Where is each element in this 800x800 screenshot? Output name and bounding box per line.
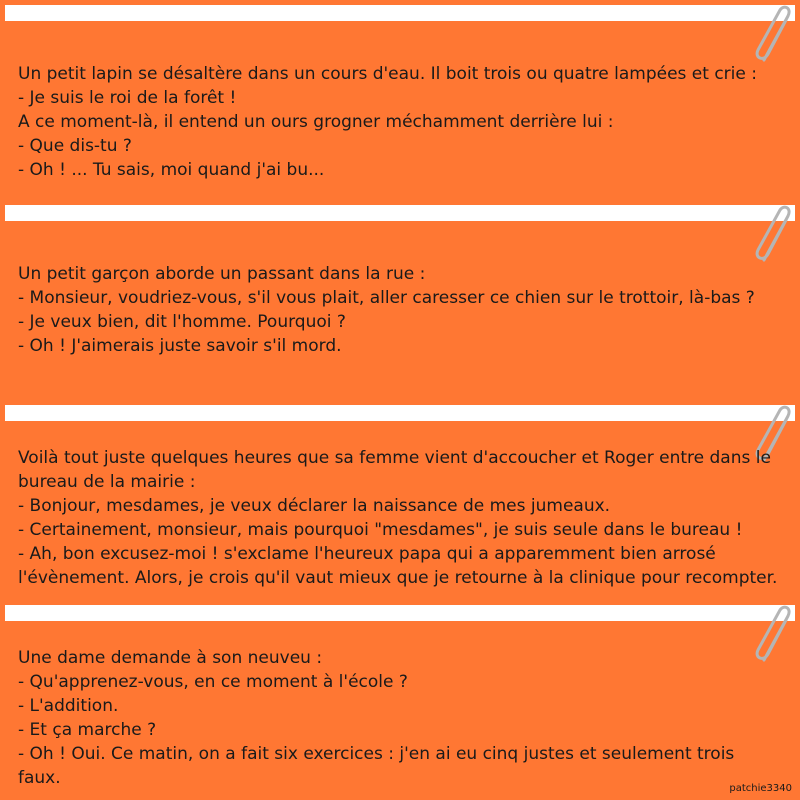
card-header-band xyxy=(5,605,795,621)
joke-line: - Et ça marche ? xyxy=(18,720,157,740)
joke-line: - Oh ! J'aimerais juste savoir s'il mord. xyxy=(18,336,342,356)
joke-line: faux. xyxy=(18,768,61,788)
joke-line: l'évènement. Alors, je crois qu'il vaut mieux que je retourne à la clinique pour recompter. xyxy=(18,568,778,588)
paperclip-icon xyxy=(750,2,796,64)
joke-line: - Oh ! Oui. Ce matin, on a fait six exercices : j'en ai eu cinq justes et seulement trois xyxy=(18,744,735,764)
joke-text xyxy=(18,62,790,182)
joke-line: - Je veux bien, dit l'homme. Pourquoi ? xyxy=(18,312,346,332)
joke-text xyxy=(18,446,790,590)
joke-text xyxy=(18,262,790,358)
joke-line: A ce moment-là, il entend un ours grogner méchamment derrière lui : xyxy=(18,112,614,132)
joke-line: - Ah, bon excusez-moi ! s'exclame l'heureux papa qui a apparemment bien arrosé xyxy=(18,544,716,564)
joke-line: Voilà tout juste quelques heures que sa femme vient d'accoucher et Roger entre dans le xyxy=(18,448,771,468)
joke-line: Un petit garçon aborde un passant dans la rue : xyxy=(18,264,426,284)
joke-line: - Monsieur, voudriez-vous, s'il vous plait, aller caresser ce chien sur le trottoir, là-bas ? xyxy=(18,288,755,308)
joke-line: - Oh ! ... Tu sais, moi quand j'ai bu... xyxy=(18,160,325,180)
joke-text xyxy=(18,646,790,790)
joke-card-4 xyxy=(0,600,800,800)
joke-card-1 xyxy=(0,0,800,200)
joke-line: - L'addition. xyxy=(18,696,119,716)
paperclip-icon xyxy=(750,202,796,264)
joke-line: Un petit lapin se désaltère dans un cours d'eau. Il boit trois ou quatre lampées et crie : xyxy=(18,64,757,84)
card-header-band xyxy=(5,205,795,221)
joke-line: - Qu'apprenez-vous, en ce moment à l'école ? xyxy=(18,672,408,692)
watermark: patchie3340 xyxy=(729,783,792,794)
joke-line: bureau de la mairie : xyxy=(18,472,196,492)
joke-line: - Que dis-tu ? xyxy=(18,136,132,156)
joke-line: - Bonjour, mesdames, je veux déclarer la naissance de mes jumeaux. xyxy=(18,496,611,516)
card-header-band xyxy=(5,405,795,421)
joke-line: - Certainement, monsieur, mais pourquoi "mesdames", je suis seule dans le bureau ! xyxy=(18,520,743,540)
joke-card-2 xyxy=(0,200,800,400)
card-header-band xyxy=(5,5,795,21)
joke-line: - Je suis le roi de la forêt ! xyxy=(18,88,237,108)
joke-line: Une dame demande à son neuveu : xyxy=(18,648,323,668)
joke-card-3 xyxy=(0,400,800,600)
